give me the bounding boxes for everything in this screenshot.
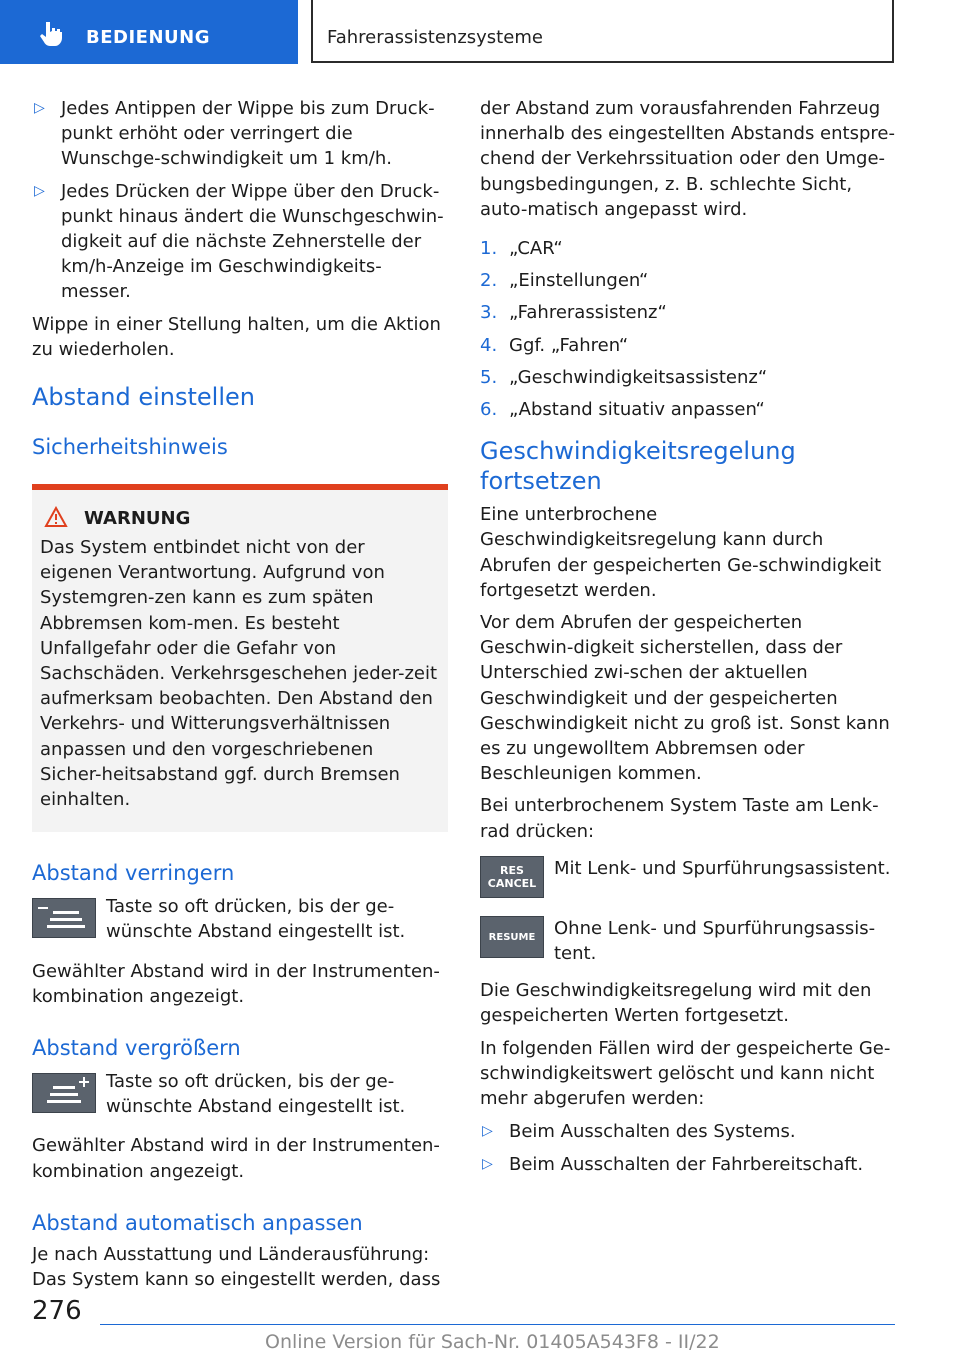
list-item: 4. Ggf. „Fahren“ <box>480 334 629 356</box>
paragraph: Eine unterbrochene Geschwindigkeitsregelung kann durch Abrufen der gespeicherten Ge-schwindigkeit fortgesetzt werden. <box>480 504 882 601</box>
paragraph: Die Geschwindigkeitsregelung wird mit den gespeicherten Werten fortgesetzt. <box>480 980 872 1027</box>
distance-plus-icon <box>33 1074 95 1112</box>
footer-divider <box>100 1324 895 1325</box>
list-item: 5. „Geschwindigkeitsassistenz“ <box>480 366 768 388</box>
page-number: 276 <box>32 1296 82 1326</box>
heading-fortsetzen: Geschwindigkeitsregelung fortsetzen <box>480 437 796 496</box>
online-version-text: Online Version für Sach-Nr. 01405A543F8 - II/22 <box>265 1331 720 1353</box>
heading-sicherheitshinweis: Sicherheitshinweis <box>32 435 228 460</box>
warning-text: Das System entbindet nicht von der eigenen Verantwortung. Aufgrund von Systemgren-zen kann es zum späten Abbremsen kom-men. Es besteht Unfallgefahr oder die Gefahr von Sachschäden. Verkehrsgeschehen jeder-zeit aufmerksam beobachten. Den Abstand den Verkehrs- und Witterungsverhältnissen anpassen und den vorgeschriebenen Sicher-heitsabstand ggf. durch Bremsen einhalten. <box>40 537 438 811</box>
list-item: ▷ Beim Ausschalten des Systems. <box>480 1119 896 1144</box>
step-list <box>480 236 896 422</box>
list-item: 2. „Einstellungen“ <box>480 270 649 292</box>
heading-abstand-automatisch: Abstand automatisch anpassen <box>32 1210 363 1235</box>
list-item: ▷ Jedes Antippen der Wippe bis zum Druck-punkt erhöht oder verringert die Wunschge-schwindigkeit um 1 km/h. <box>34 98 435 170</box>
paragraph: Gewählter Abstand wird in der Instrumenten-kombination angezeigt. <box>32 960 440 1007</box>
warning-title: WARNUNG <box>84 508 440 529</box>
paragraph: Vor dem Abrufen der gespeicherten Geschwin-digkeit sicherstellen, dass der Unterschied zwi-schen der aktuellen Geschwindigkeit und der gespeicherten Geschwindigkeit nicht zu groß ist. Sonst kann es zu ungewolltem Abbremsen oder Beschleunigen kommen. <box>480 612 890 785</box>
distance-decrease-button-image <box>32 898 96 938</box>
list-item: 6. „Abstand situativ anpassen“ <box>480 399 765 421</box>
paragraph: Bei unterbrochenem System Taste am Lenk-rad drücken: <box>480 795 879 842</box>
section-label: BEDIENUNG <box>86 27 210 48</box>
triangle-bullet-icon: ▷ <box>34 182 45 199</box>
distance-minus-icon <box>33 899 95 937</box>
left-column <box>32 96 448 1292</box>
list-item: 1. „CAR“ <box>480 238 563 260</box>
res-cancel-button-image: RES CANCEL <box>480 856 544 898</box>
triangle-bullet-icon: ▷ <box>482 1155 493 1172</box>
resume-button-image: RESUME <box>480 916 544 958</box>
triangle-bullet-icon: ▷ <box>34 100 45 116</box>
heading-abstand-vergroessern: Abstand vergrößern <box>32 1036 241 1061</box>
warning-triangle-icon <box>44 506 68 528</box>
bullet-list <box>480 1119 896 1176</box>
paragraph: Wippe in einer Stellung halten, um die Aktion zu wiederholen. <box>32 313 441 360</box>
paragraph: In folgenden Fällen wird der gespeicherte Ge-schwindigkeitswert gelöscht und kann nicht mehr abgerufen werden: <box>480 1037 891 1110</box>
paragraph: Je nach Ausstattung und Länderausführung: Das System kann so eingestellt werden, dass <box>32 1243 441 1291</box>
chapter-header <box>311 0 894 63</box>
heading-abstand-einstellen: Abstand einstellen <box>32 383 255 412</box>
warning-box <box>32 484 448 832</box>
decrease-distance-row: Taste so oft drücken, bis der ge-wünschte Abstand eingestellt ist. <box>32 894 448 944</box>
distance-increase-button-image <box>32 1073 96 1113</box>
right-column <box>480 96 896 1184</box>
increase-distance-row: Taste so oft drücken, bis der ge-wünschte Abstand eingestellt ist. <box>32 1069 448 1119</box>
hand-pointer-icon <box>38 20 66 48</box>
triangle-bullet-icon: ▷ <box>482 1123 493 1140</box>
heading-abstand-verringern: Abstand verringern <box>32 861 235 886</box>
section-tab[interactable] <box>0 0 298 64</box>
footer <box>0 1290 960 1362</box>
res-cancel-row: RES CANCEL Mit Lenk- und Spurführungsassistent. <box>480 856 896 902</box>
list-item: ▷ Beim Ausschalten der Fahrbereitschaft. <box>480 1152 896 1177</box>
paragraph: Gewählter Abstand wird in der Instrumenten-kombination angezeigt. <box>32 1135 440 1182</box>
paragraph: der Abstand zum vorausfahrenden Fahrzeug innerhalb des eingestellten Abstands entspre-chend der Verkehrssituation oder den Umge-bungsbedingungen, z. B. schlechte Sicht, auto-matisch angepasst wird. <box>480 98 895 220</box>
list-item: 3. „Fahrerassistenz“ <box>480 302 667 324</box>
list-item: ▷ Jedes Drücken der Wippe über den Druck-punkt hinaus ändert die Wunschgeschwin-digkeit auf die nächste Zehnerstelle der km/h-Anzeige im Geschwindigkeits-messer. <box>34 180 444 303</box>
chapter-title: Fahrerassistenzsysteme <box>327 27 543 48</box>
resume-row: RESUME Ohne Lenk- und Spurführungsassis-tent. <box>480 916 896 966</box>
